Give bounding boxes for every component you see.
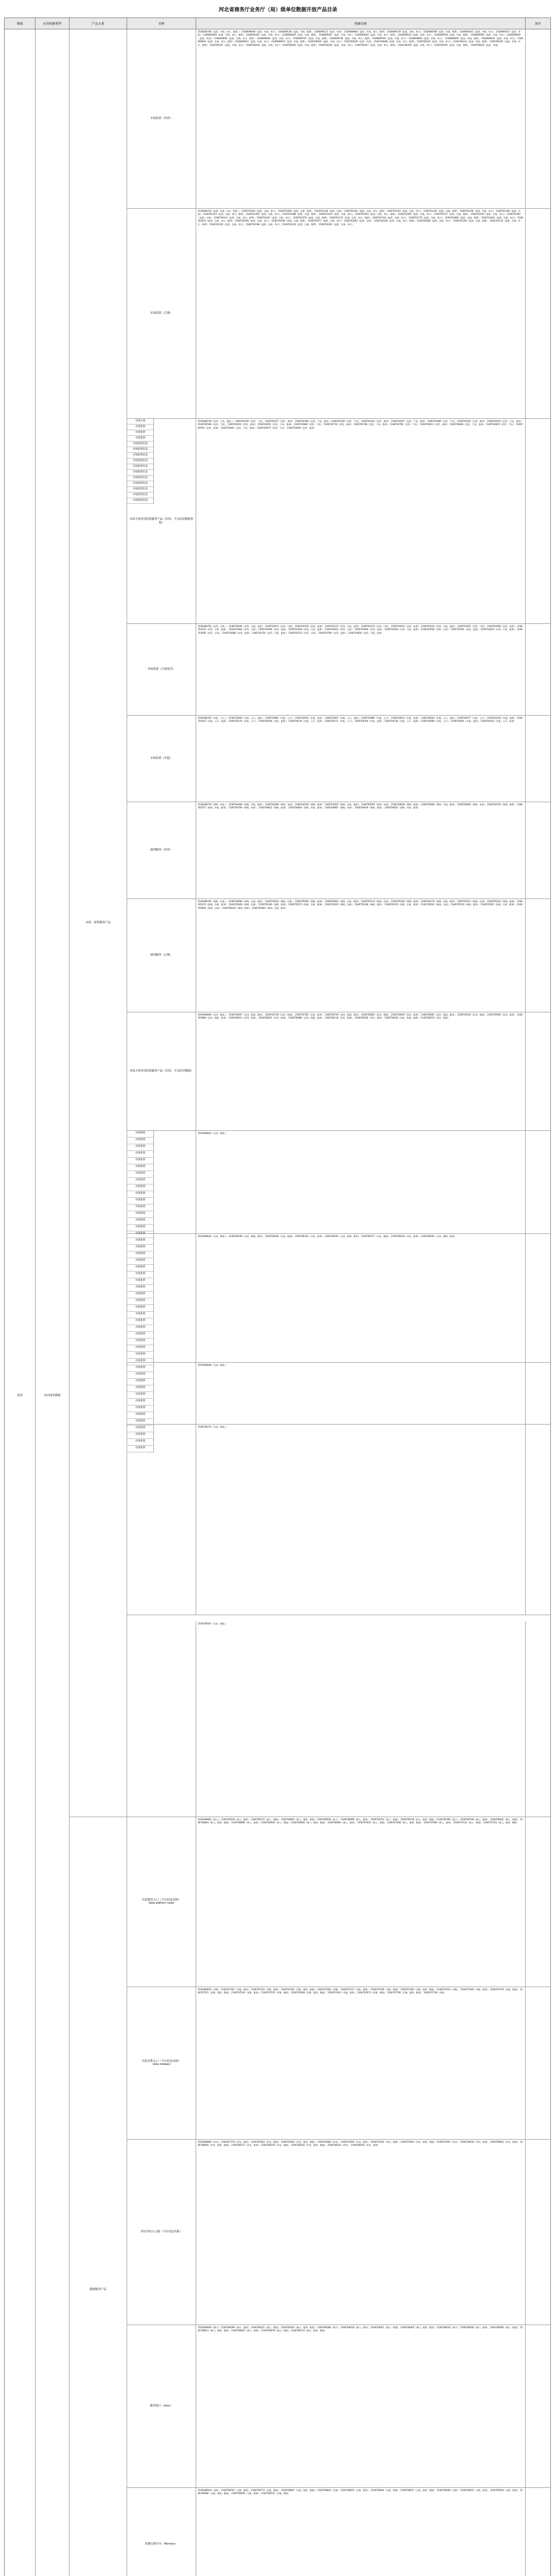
row-resource-list: 1545480736（信用，不良，查询，）；1546702295（信用，不良），1546702327（信用，查询），1546702360（信用，不良，查询）；1546702392（信用，不良），1546702424（信用，查询），1546702457（信用，不良，查询）；1546702489（信用，不良），1546702522（信用，查询），1546702554（信用，不良，查询）；1546702586（信用，不良），1546702619（信用，查询），1546702651（信用，不良，查询）；1546702684（信用，不良），1546702716（信用，查询），1546702748（信用，不良，查询）；1546702781（信用，不良），1546702813（信用，查询），1546702846（信用，不良，查询）；1546702878（信用，不良），1546702910（信用，查询），1546702943（信用，不良，查询）；1546702975（信用，不良），1546703008（信用，查询） (196, 419, 526, 624)
header-name: 名称 (127, 18, 196, 29)
row-remark (526, 899, 550, 1012)
business-label: 市场监督信息 (127, 453, 154, 459)
business-label-2: 市场监督 (127, 1238, 154, 1245)
header-resource-type: 业务资源类型 (36, 18, 70, 29)
row-resource-list: 1545480890（评估）；1546707770（评估，服务），1546707803（评估，数据）；1546707835（评估，服务，数据）；1546707868（评估）；1546707900（评估，服务）；1546707932（评估，数据）；1546707965（评估，服务，数据）；1546707997（评估）；1546708030（评估，服务），1546708062（评估，数据），1546708094（评估，服务，数据）；1546708127（评估，服务）；1546708159（评估，数据），1546708192（评估，服务，数据），1546708224（评估），1546708256（评估，服务） (196, 2140, 526, 2325)
business-label-2: 市场监督 (127, 1272, 154, 1278)
business-label-2: 市场监督 (127, 1399, 154, 1405)
catalog-table (4, 18, 551, 2576)
business-label-2: 市场监督 (127, 1151, 154, 1158)
row-resource-list: 1545480820（交易，数据，） (196, 1131, 526, 1234)
business-label-2: 市场监督 (127, 1332, 154, 1338)
business-label-2: 市场监督 (127, 1245, 154, 1251)
business-label-2: 市场监督 (127, 1278, 154, 1285)
row-resource-list: 1545480722（监督，注册，审计，税费，）；1546701063（监督，注册，审计），1546701096（监督，注册，税费），1546701128（监督，注册）；1546701161（监督，注册，审计，税费）；1546701193（监督，注册，审计），1546701226（监督，注册，税费），1546701258（监督，注册，审计），1546701290（监督，注册）；1546701323（监督，注册，审计，税费）；1546701355（监督，注册，审计），1546701388（监督，注册，税费），1546701420（监督，注册，审计），1546701452（监督，注册，审计，税费）；1546701485（监督，注册，审计），1546701517（监督，注册，税费），1546701550（监督，注册，审计）；1546701582（监督，注册）；1546701614（监督，注册，审计，税费）；1546701647（监督，注册，审计），1546701679（监督，注册，税费），1546701712（监督，注册，审计，税费）；1546701744（监督，注册，审计）；1546701776（监督，注册，审计），1546701809（监督，注册，税费），1546701841（监督，注册，审计），1546701874（监督，注册，审计，税费）；1546701906（监督，注册，审计），1546701938（监督，注册，税费），1546701971（监督，注册，审计）；1546702003（监督，注册）；1546702036（监督，注册，审计，税费）；1546702068（监督，注册，审计），1546702100（监督，注册，税费），1546702133（监督，注册，审计，税费）；1546702165（监督，注册，审计），1546702198（监督，注册，审计），1546702230（监督，注册，税费），1546702262（监督，注册，审计） (196, 209, 526, 419)
row-name-subtitle: (data platform node) (148, 1902, 175, 1905)
business-label-2: 市场监督 (127, 1359, 154, 1365)
row-name-text: 监测交换平台（Monitor） (145, 2543, 178, 2546)
row-remark (526, 1234, 550, 1363)
row-resource-list: 1545480834（交易，数据，）；1546706248（交易，数据，服务），1546706280（交易，数据），1546706312（交易，服务）；1546706345（交易，数据，服务）；1546706377（交易，数据），1546706410（交易，服务），1546706442（交易，数据，服务） (196, 1234, 526, 1363)
business-label-2: 市场监督 (127, 1251, 154, 1258)
business-label-2: 市场监督 (127, 1138, 154, 1144)
business-label-2: 市场监督 (127, 1392, 154, 1399)
row-resource-list: 1546706507（交易，数据，） (196, 1621, 526, 1817)
business-label-2: 市场监督 (127, 1379, 154, 1385)
business-label-2: 市场监督 (127, 1432, 154, 1439)
business-label-2: 市场监督 (127, 1211, 154, 1218)
row-resource-list: 1545480806（信用，数据，）；1546705697（信用，数据，服务），1546705729（信用，数据），1546705762（信用，服务）；1546705794（信用，数据，服务）；1546705826（信用，数据），1546705859（信用，服务），1546705891（信用，数据，服务）；1546705924（信用，数据）；1546705956（信用，服务），1546705988（信用，数据，服务）；1546706021（信用，数据），1546706053（信用，服务），1546706086（信用，数据，服务）；1546706118（信用，数据）；1546706150（信用，服务），1546706183（信用，数据，服务）；1546706215（信用，数据） (196, 1012, 526, 1131)
row-name-text: 评估评价入口窗（平台信息名称） (141, 2230, 182, 2233)
business-label: 市场监督信息 (127, 493, 154, 498)
row-name-text: 调剂服务（注册） (150, 954, 173, 957)
row-name (127, 1621, 196, 1817)
business-label-2: 市场监督 (127, 1338, 154, 1345)
row-resource-list: 1545480778（调剂，审查，）；1546704466（调剂，审查，服务），1546704498（调剂，审查），1546704530（调剂，服务）；1546704563（调剂，审查，服务）；1546704595（调剂，审查），1546704628（调剂，服务），1546704660（调剂，审查，服务）；1546704692（调剂，审查）；1546704725（调剂，服务），1546704757（调剂，审查，服务）；1546704790（调剂，审查），1546704822（调剂，服务），1546704854（调剂，审查，服务）；1546704887（调剂，审查）；1546704919（调剂，服务），1546704952（调剂，审查，服务） (196, 802, 526, 899)
business-label-2: 市场监督 (127, 1191, 154, 1198)
business-label: 市场监督信息 (127, 476, 154, 481)
domain-cell: 商务 (5, 29, 36, 2576)
row-name (127, 209, 196, 419)
business-label-2: 市场监督 (127, 1312, 154, 1318)
business-label-2: 市场监督 (127, 1325, 154, 1332)
business-label-2: 市场监督 (127, 1439, 154, 1446)
row-name-text: 市场监督（审查） (150, 117, 173, 120)
business-label-2: 市场监督 (127, 1446, 154, 1452)
row-name (127, 624, 196, 716)
row-remark (526, 29, 550, 209)
business-label: 市场监督信息 (127, 498, 154, 504)
row-remark (526, 716, 550, 802)
row-resource-list: 1545480904（窗口）；1546708289（窗口，服务），1546708321（窗口，数据）；1546708354（窗口，服务，数据）；1546708386（窗口）；1546708418（窗口，服务）；1546708451（窗口，数据）；1546708483（窗口，服务，数据）；1546708516（窗口）；1546708548（窗口，服务），1546708580（窗口，数据），1546708613（窗口，服务，数据），1546708645（窗口，服务），1546708678（窗口，数据），1546708710（窗口，服务，数据） (196, 2325, 526, 2488)
business-label-2: 市场监督 (127, 1405, 154, 1412)
row-name (127, 1012, 196, 1131)
business-label: 市场监督信息 (127, 459, 154, 464)
business-label-2: 市场监督 (127, 1412, 154, 1419)
row-name-text: 信息服务入口（平台信息名称） (142, 1899, 181, 1902)
row-resource-list: 1545480750（处罚，行政，）；1546703040（处罚，行政，监督），1546703072（处罚，行政），1546703105（处罚，监督）；1546703137（处罚，行政，监督）；1546703170（处罚，行政），1546703202（处罚，监督），1546703234（处罚，行政，监督）；1546703267（处罚，行政）；1546703299（处罚，监督），1546703332（处罚，行政，监督）；1546703364（处罚，行政），1546703396（处罚，监督），1546703429（处罚，行政，监督）；1546703461（处罚，行政）；1546703494（处罚，监督），1546703526（处罚，行政，监督）；1546703558（处罚，行政），1546703591（处罚，监督），1546703623（处罚，行政，监督）；1546703656（处罚，行政）；1546703688（处罚，监督），1546703720（处罚，行政，监督）；1546703753（处罚，行政），1546703785（处罚，监督），1546703818（处罚，行政，监督） (196, 624, 526, 716)
row-remark (526, 2488, 550, 2576)
row-name-text: 市场主体信用监督服务产品（信用、不良信用数据） (129, 1070, 194, 1073)
row-name (127, 1425, 196, 1615)
row-resource-list: 1545480862（接入）；1546706539（接入，服务），1546706572（接入，数据）；1546706604（接入，服务，数据）；1546706636（接入）；1546706669（接入，服务）；1546706701（接入，数据）；1546706734（接入，服务，数据）；1546706766（接入）；1546706798（接入，服务），1546706831（接入，数据），1546706863（接入，服务，数据）；1546706896（接入，服务）；1546706928（接入，数据）；1546706960（接入，服务，数据）；1546706993（接入，服务），1546707025（接入，数据），1546707058（接入，服务，数据），1546707090（接入，服务），1546707122（接入，数据），1546707155（接入，服务，数据） (196, 1817, 526, 1987)
resource-type-cell: 市内商务数据 (36, 29, 70, 2576)
row-name-text: 调剂服务（审查） (150, 849, 173, 852)
row-name (127, 1817, 196, 1987)
business-label: 市场监督信息 (127, 442, 154, 447)
row-resource-list: 1546706474（交易，数据，） (196, 1425, 526, 1615)
row-name (127, 1987, 196, 2140)
row-resource-list: 1545480918（交换）；1546708742（交换，服务），1546708775（交换，数据）；1546708807（交换，服务，数据）；1546708840（交换）；1546708872（交换，服务）；1546708904（交换，数据）；1546708937（交换，服务，数据）；1546708969（交换）；1546709002（交换，服务），1546709034（交换，数据），1546709066（交换，服务，数据），1546709099（交换，服务），1546709131（交换，数据） (196, 2488, 526, 2576)
business-label-2: 市场监督 (127, 1198, 154, 1205)
business-label-2: 市场监督 (127, 1225, 154, 1231)
row-resource-list: 1545480792（调剂，注册，）；1546704984（调剂，注册，服务），1546705016（调剂，注册），1546705049（调剂，服务）；1546705081（调剂，注册，服务）；1546705114（调剂，注册），1546705146（调剂，服务），1546705178（调剂，注册，服务）；1546705211（调剂，注册）；1546705243（调剂，服务），1546705276（调剂，注册，服务）；1546705308（调剂，注册），1546705340（调剂，服务），1546705373（调剂，注册，服务）；1546705405（调剂，注册）；1546705438（调剂，服务），1546705470（调剂，注册，服务）；1546705502（调剂，注册），1546705535（调剂，服务），1546705567（调剂，注册，服务）；1546705600（调剂，注册）；1546705632（调剂，服务），1546705664（调剂，注册，服务） (196, 899, 526, 1012)
row-name (127, 899, 196, 1012)
row-remark (526, 1987, 550, 2140)
business-label-2: 市场监督 (127, 1265, 154, 1272)
business-label: 市场监督信息 (127, 481, 154, 487)
row-name (127, 2488, 196, 2576)
business-label-2: 市场监督 (127, 1205, 154, 1211)
business-label: 市场主体 (127, 419, 154, 425)
row-remark (526, 1621, 550, 1817)
business-label-2: 市场监督 (127, 1178, 154, 1184)
business-label-2: 市场监督 (127, 1184, 154, 1191)
row-name-subtitle: (data indexes) (152, 2063, 170, 2066)
row-resource-list: 1545480848（交易，数据，） (196, 1363, 526, 1425)
business-label-2: 市场监督 (127, 1218, 154, 1225)
row-remark (526, 1131, 550, 1234)
row-name-text: 市场监督（行政处罚） (147, 668, 176, 671)
row-name (127, 2140, 196, 2325)
header-domain: 领域 (5, 18, 36, 29)
row-name-text: 信息采集入口（平台信息名称） (142, 2060, 181, 2063)
row-name (127, 802, 196, 899)
business-label-2: 市场监督 (127, 1144, 154, 1151)
row-resource-list: 1545480764（年报，公示，）；1546703850（年报，公示，监督），1546703882（年报，公示），1546703915（年报，监督）；1546703947（年报，公示，监督）；1546703980（年报，公示），1546704012（年报，监督），1546704044（年报，公示，监督）；1546704077（年报，公示）；1546704109（年报，监督），1546704142（年报，公示，监督）；1546704174（年报，公示），1546704206（年报，监督），1546704239（年报，公示，监督）；1546704271（年报，公示）；1546704304（年报，监督），1546704336（年报，公示，监督）；1546704368（年报，公示），1546704401（年报，监督），1546704433（年报，公示，监督） (196, 716, 526, 802)
business-label-2: 市场监督 (127, 1365, 154, 1372)
row-remark (526, 209, 550, 419)
row-name-text: 市场监督（注册） (150, 312, 173, 315)
header-remark: 备注 (526, 18, 550, 29)
row-remark (526, 624, 550, 716)
business-label: 市场监督 (127, 436, 154, 442)
row-remark (526, 802, 550, 899)
business-label-2: 市场监督 (127, 1131, 154, 1138)
business-label-2: 市场监督 (127, 1305, 154, 1312)
category-data-service: 数据服务产品 (70, 1817, 127, 2576)
row-name-text: 市场主体信用监督服务产品（信用、不良信用数据查询） (129, 517, 194, 524)
business-label-2: 市场监督 (127, 1298, 154, 1305)
business-label: 市场监督 (127, 430, 154, 436)
business-label-2: 市场监督 (127, 1426, 154, 1432)
business-label-2: 市场监督 (127, 1258, 154, 1265)
row-name (127, 29, 196, 209)
row-name (127, 2325, 196, 2488)
business-label-2: 市场监督 (127, 1164, 154, 1171)
business-label: 市场监督信息 (127, 447, 154, 453)
header-category: 产品大类 (70, 18, 127, 29)
header-resource-name: 资源名称 (196, 18, 526, 29)
document-title: 河北省商务厅业务厅（局）级单位数据开放产品目录 (219, 7, 337, 13)
category-market: 市场、商贸服务产品 (70, 29, 127, 1817)
row-name-text: 市场监督（年报） (150, 757, 173, 760)
row-remark (526, 2140, 550, 2325)
business-label: 市场监督 (127, 425, 154, 430)
row-resource-list: 1545480876（采集）；1546707187（采集，服务），1546707220（采集，数据）；1546707252（采集，服务，数据）；1546707284（采集）；1546707317（采集，服务）；1546707349（采集，数据）；1546707382（采集，服务，数据）；1546707414（采集）；1546707446（采集，服务），1546707479（采集，数据），1546707511（采集，服务，数据）；1546707544（采集，服务）；1546707576（采集，数据），1546707608（采集，服务，数据），1546707641（采集，服务），1546707673（采集，数据），1546707706（采集，服务，数据），1546707738（采集） (196, 1987, 526, 2140)
business-label-2: 市场监督 (127, 1352, 154, 1359)
row-remark (526, 1363, 550, 1425)
business-label-2: 市场监督 (127, 1285, 154, 1292)
business-label: 市场监督信息 (127, 470, 154, 476)
row-remark (526, 1425, 550, 1615)
business-label-2: 市场监督 (127, 1171, 154, 1178)
business-label-2: 市场监督 (127, 1231, 154, 1238)
row-remark (526, 1012, 550, 1131)
business-label-2: 市场监督 (127, 1419, 154, 1426)
business-label-2: 市场监督 (127, 1158, 154, 1164)
business-label-2: 市场监督 (127, 1292, 154, 1298)
row-remark (526, 1817, 550, 1987)
business-label: 市场监督信息 (127, 487, 154, 493)
row-name-text: 服务窗口（ltem） (150, 2404, 173, 2408)
business-label-2: 市场监督 (127, 1385, 154, 1392)
business-label: 市场监督信息 (127, 464, 154, 470)
business-label-2: 市场监督 (127, 1345, 154, 1352)
business-label-2: 市场监督 (127, 1318, 154, 1325)
row-remark (526, 419, 550, 624)
business-label-2: 市场监督 (127, 1372, 154, 1379)
row-name (127, 716, 196, 802)
row-resource-list: 1545480708（监督，外商，审计，税费，）；1546698948（监督，外商，审计），1546699138（监督，外商，税费），1546699112（监督，外商）；1546698994（监督，外商，审计，税费）；1546699178（监督，外商，审计），1546699196（监督，外商，税费），1546699241（监督，外商，审计），1546699272（监督，外商）；1546699306（监督，外商，审计，税费）；1546699392（监督，外商，审计），1546699429（监督，外商，税费），1546699467（监督，外商，审计），1546699492（监督，外商，审计，税费）；1546699524（监督，外商，审计），1546699558（监督，外商，税费），1546699590（监督，外商，审计）；1546699626（监督，外商）；1546699661（监督，外商，审计，税费）；1546699692（监督，外商，审计），1546699725（监督，外商，税费），1546699758（监督，外商，审计，税费）；1546699781（监督，外商，审计）；1546699804（监督，外商，审计），1546699839（监督，外商，税费），1546699870（监督，外商，审计），1546699905（监督，外商，审计，税费）；1546699937（监督，外商，审计），1546699970（监督，外商，税费），1546700003（监督，外商，审计）；1546700036（监督，外商）；1546700068（监督，外商，审计，税费）；1546700100（监督，外商，审计），1546700132（监督，外商，税费），1546700165（监督，外商，审计，税费）；1546700197（监督，外商，审计），1546700229（监督，外商，审计），1546700262（监督，外商，税费），1546700294（监督，外商，审计），1546700327（监督，外商，审计，税费）；1546700359（监督，外商，审计），1546700391（监督，外商，税费），1546700424（监督，外商） (196, 29, 526, 209)
row-remark (526, 2325, 550, 2488)
